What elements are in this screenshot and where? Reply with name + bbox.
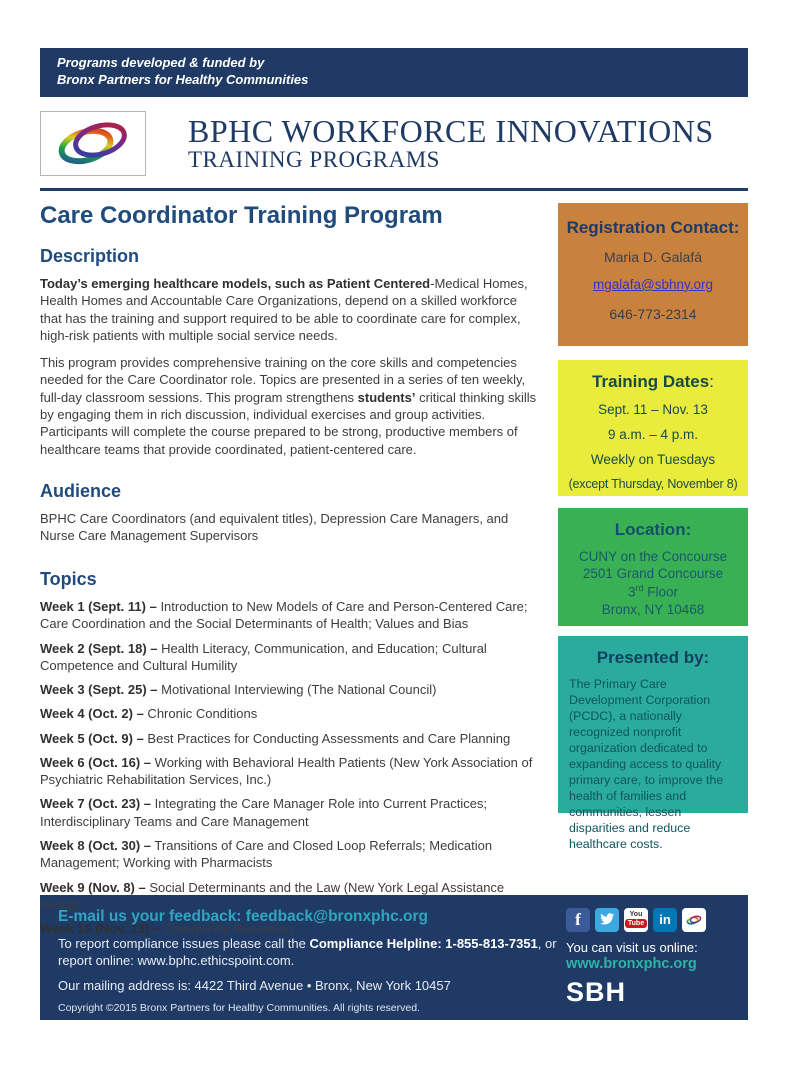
topic-week-3: Week 3 (Sept. 25) – Motivational Interviewing (The National Council) [40,682,437,698]
facebook-icon[interactable]: f [566,908,590,932]
website-link[interactable]: www.bronxphc.org [566,956,697,973]
bphc-logo [40,111,146,176]
location-line2: 2501 Grand Concourse [582,566,724,582]
feedback-email-link[interactable]: E-mail us your feedback: feedback@bronxphc.org [58,907,428,925]
twitter-bird-icon [600,913,615,926]
sbh-logo-name: SBH [566,976,627,1007]
presented-by-box [558,636,748,851]
location-line3: 3rd Floor [627,582,679,600]
location-line1: CUNY on the Concourse [578,548,728,564]
masthead-subtitle: TRAINING PROGRAMS [188,146,440,172]
location-line4: Bronx, NY 10468 [601,601,705,617]
registration-email-link[interactable]: mgalafa@sbhny.org [592,276,714,292]
registration-phone: 646-773-2314 [609,305,697,322]
mailing-address: Our mailing address is: 4422 Third Avenue • Bronx, New York 10457 [58,978,451,994]
presented-by-text: The Primary Care Development Corporation (PCDC), a nationally recognized nonprofit organization dedicated to expanding access to quality primary care, to improve the health of families and communities, lessen disparities and reduce healthcare costs. [569,676,724,851]
registration-contact-box [558,203,748,346]
copyright-text: Copyright ©2015 Bronx Partners for Healthy Communities. All rights reserved. [58,1002,420,1015]
audience-text: BPHC Care Coordinators (and equivalent titles), Depression Care Managers, and Nurse Care Management Supervisors [40,510,509,543]
registration-name: Maria D. Galafá [603,248,703,265]
training-dates-frequency: Weekly on Tuesdays [590,451,716,467]
location-address [566,548,740,619]
description-paragraph-2: This program provides comprehensive training on the core skills and competencies needed for the Care Coordinator role. Topics are presented in a series of ten weekly, full-day classroom sessions. This program strengthens students’ critical thinking skills by engaging them in rich discussion, individual exercises and group activities. Participants will complete the course prepared to be strong, productive members of healthcare teams that provide coordinated, patient-centered care. [40,355,537,457]
description-paragraph-1: Today’s emerging healthcare models, such as Patient Centered-Medical Homes, Health Homes and Accountable Care Organizations, depend on a skilled workforce that has the training and support required to be able to coordinate care for complex, high-risk patients with multiple social service needs. [40,275,528,343]
topic-week-7: Week 7 (Oct. 23) – Integrating the Care Manager Role into Current Practices; Interdisciplinary Teams and Care Management [40,796,488,829]
linkedin-icon[interactable]: in [653,908,677,932]
masthead-title: BPHC WORKFORCE INNOVATIONS [188,112,714,149]
topic-week-1: Week 1 (Sept. 11) – Introduction to New Models of Care and Person-Centered Care; Care Coordination and the Social Determinants of Health; Values and Bias [40,598,528,632]
sbh-logo-tagline: Health System [566,1026,631,1039]
presented-by-heading: Presented by: [596,647,710,667]
location-box [558,508,748,626]
training-dates-heading: Training Dates: [592,371,714,391]
training-dates-time: 9 a.m. – 4 p.m. [607,426,699,442]
training-dates-range: Sept. 11 – Nov. 13 [598,401,708,417]
description-heading: Description [40,246,140,267]
registration-heading: Registration Contact: [566,217,740,237]
sbh-logo-bronx: B R O N X [566,1045,631,1056]
location-heading: Location: [614,519,692,539]
topic-week-4: Week 4 (Oct. 2) – Chronic Conditions [40,706,258,722]
sbh-logo [566,976,736,1058]
training-dates-exception: (except Thursday, November 8) [568,476,738,491]
social-icons [566,908,736,932]
topic-week-9: Week 9 (Nov. 8) – Social Determinants and the Law (New York Legal Assistance Group) [40,879,505,912]
sidebar [558,203,748,875]
audience-heading: Audience [40,480,122,501]
topic-week-6: Week 6 (Oct. 16) – Working with Behavioral Health Patients (New York Association of Psychiatric Rehabilitation Services, Inc.) [40,754,533,788]
rainbow-swirl-icon [50,118,136,168]
banner-line1: Programs developed & funded by [57,55,265,70]
footer-left [58,907,566,1015]
training-dates-box [558,360,748,496]
topic-week-5: Week 5 (Oct. 9) – Best Practices for Conducting Assessments and Care Planning [40,730,511,746]
topic-week-2: Week 2 (Sept. 18) – Health Literacy, Communication, and Education; Cultural Competence and Cultural Humility [40,640,487,673]
banner-line2: Bronx Partners for Healthy Communities [57,71,309,87]
compliance-line: To report compliance issues please call the Compliance Helpline: 1-855-813-7351, or report online: www.bphc.ethicspoint.com. [58,935,557,968]
masthead [40,110,748,177]
topics-heading: Topics [40,569,97,590]
footer-right [566,908,736,1055]
topic-week-8: Week 8 (Oct. 30) – Transitions of Care and Closed Loop Referrals; Medication Management; Working with Pharmacists [40,838,493,871]
topic-week-10: Week 10 (Nov. 13) – Community Resources [40,921,296,937]
youtube-icon[interactable]: You Tube [624,908,648,932]
divider-rule [40,188,748,191]
visit-online-label: You can visit us online: [566,939,698,955]
funding-banner [40,48,748,97]
twitter-icon[interactable] [595,908,619,932]
flyer-page [0,48,791,1072]
bphc-swirl-icon[interactable] [682,908,706,932]
page-title: Care Coordinator Training Program [40,201,443,229]
footer [40,895,748,1055]
